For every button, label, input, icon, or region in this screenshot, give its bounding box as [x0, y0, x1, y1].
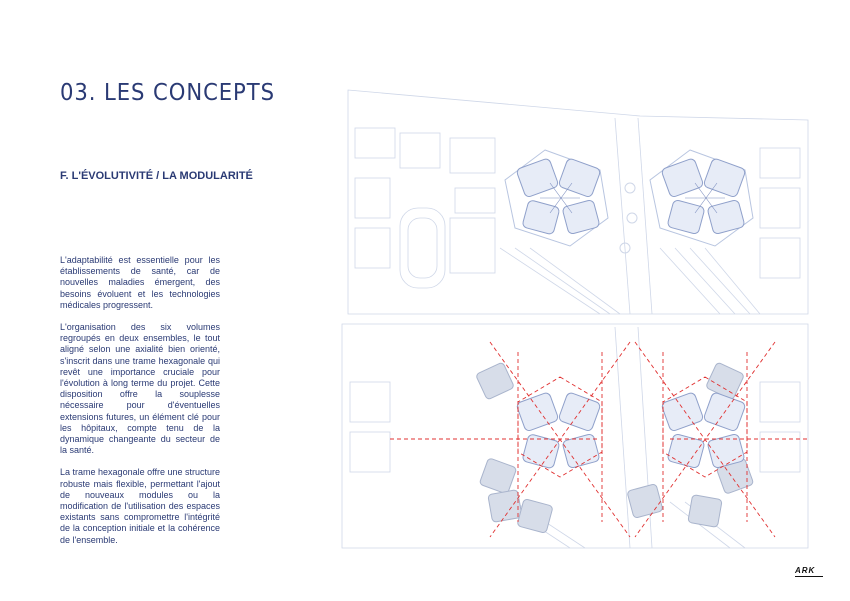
page-title: 03. LES CONCEPTS [60, 80, 275, 106]
site-plan-top [340, 88, 810, 318]
paragraph-3: La trame hexagonale offre une structure robuste mais flexible, permettant l'ajout de nouveaux modules ou la modification de l'utilisation des espaces existants sans compromettre l'intégrité de la conception initiale et la cohérence de l'ensemble. [60, 467, 220, 545]
paragraph-1: L'adaptabilité est essentielle pour les établissements de santé, car de nouvelles maladies émergent, des besoins évoluent et les technologies médicales progressent. [60, 255, 220, 310]
ark-logo: ARK [795, 566, 816, 575]
paragraph-2: L'organisation des six volumes regroupés en deux ensembles, le tout aligné selon une axialité bien orienté, s'inscrit dans une trame hexagonale qui revêt une importance cruciale pour l'évolution à long terme du projet. Cette disposition offre la souplesse nécessaire pour d'éventuelles extensions futures, un élément clé pour les hôpitaux, compte tenu de la dynamique changeante du secteur de la santé. [60, 322, 220, 456]
section-subtitle: F. L'ÉVOLUTIVITÉ / LA MODULARITÉ [60, 170, 253, 182]
site-plan-hexagonal-grid [340, 322, 810, 552]
body-text [60, 255, 220, 557]
logo-underline [795, 576, 823, 577]
